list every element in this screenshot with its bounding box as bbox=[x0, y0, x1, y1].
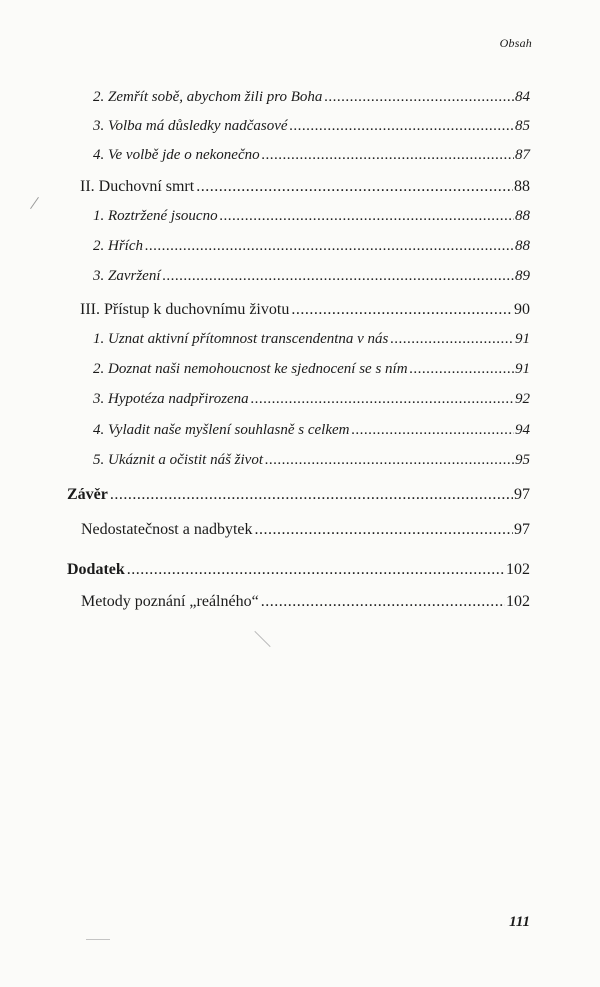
toc-entry bbox=[81, 521, 530, 539]
dot-leader bbox=[290, 118, 514, 135]
toc-entry-page: 95 bbox=[515, 452, 530, 468]
toc-entry bbox=[93, 422, 530, 439]
toc-entry-title: 4. Vyladit naše myšlení souhlasně s celkem bbox=[93, 422, 350, 438]
toc-entry bbox=[93, 147, 530, 164]
toc-entry-title: 5. Ukáznit a očistit náš život bbox=[93, 452, 263, 468]
toc-entry bbox=[67, 486, 530, 504]
toc-entry bbox=[81, 593, 530, 611]
toc-entry-page: 102 bbox=[506, 561, 530, 578]
dot-leader bbox=[410, 361, 514, 378]
running-header: Obsah bbox=[499, 36, 532, 50]
toc-entry-page: 91 bbox=[515, 331, 530, 347]
toc-entry bbox=[93, 238, 530, 255]
toc-entry bbox=[93, 118, 530, 135]
page-number: 111 bbox=[509, 914, 530, 930]
toc-entry-page: 85 bbox=[515, 118, 530, 134]
toc-entry bbox=[93, 391, 530, 408]
toc-entry-title: III. Přístup k duchovnímu životu bbox=[80, 301, 290, 318]
toc-entry bbox=[93, 361, 530, 378]
toc-entry-title: 3. Zavržení bbox=[93, 268, 161, 284]
toc-entry bbox=[93, 268, 530, 285]
toc-entry-title: 3. Hypotéza nadpřirozena bbox=[93, 391, 249, 407]
toc-entry-page: 88 bbox=[514, 178, 530, 195]
toc-entry bbox=[80, 301, 530, 319]
toc-entry bbox=[93, 208, 530, 225]
dot-leader bbox=[196, 178, 513, 196]
toc-entry-page: 97 bbox=[514, 521, 530, 538]
toc-entry bbox=[80, 178, 530, 196]
toc-entry-title: Dodatek bbox=[67, 561, 125, 578]
paper-speck bbox=[30, 197, 39, 209]
toc-entry-title: II. Duchovní smrt bbox=[80, 178, 195, 195]
dot-leader bbox=[220, 208, 514, 225]
dot-leader bbox=[390, 331, 514, 348]
paper-speck bbox=[254, 631, 270, 647]
toc-entry-page: 102 bbox=[506, 593, 530, 610]
dot-leader bbox=[261, 593, 505, 611]
dot-leader bbox=[251, 391, 514, 408]
toc-entry-title: 2. Hřích bbox=[93, 238, 143, 254]
toc-entry-title: 3. Volba má důsledky nadčasové bbox=[93, 118, 288, 134]
dot-leader bbox=[351, 422, 514, 439]
toc-entry-title: Nedostatečnost a nadbytek bbox=[81, 521, 253, 538]
dot-leader bbox=[163, 268, 515, 285]
toc-entry-title: 1. Uznat aktivní přítomnost transcendentna v nás bbox=[93, 331, 389, 347]
toc-entry-page: 88 bbox=[515, 238, 530, 254]
toc-entry-page: 89 bbox=[515, 268, 530, 284]
paper-speck bbox=[86, 939, 110, 940]
toc-entry-title: Závěr bbox=[67, 486, 108, 503]
toc-entry-title: 4. Ve volbě jde o nekonečno bbox=[93, 147, 260, 163]
toc-entry-title: 2. Zemřít sobě, abychom žili pro Boha bbox=[93, 89, 323, 105]
toc-entry bbox=[93, 331, 530, 348]
dot-leader bbox=[255, 521, 514, 539]
toc-entry bbox=[93, 89, 530, 106]
toc-entry-page: 90 bbox=[514, 301, 530, 318]
toc-entry-title: Metody poznání „reálného“ bbox=[81, 593, 259, 610]
toc-entry-page: 97 bbox=[514, 486, 530, 503]
dot-leader bbox=[145, 238, 514, 255]
dot-leader bbox=[265, 452, 514, 469]
toc-entry-title: 1. Roztržené jsoucno bbox=[93, 208, 218, 224]
toc-entry-page: 88 bbox=[515, 208, 530, 224]
toc-entry-page: 84 bbox=[515, 89, 530, 105]
dot-leader bbox=[127, 561, 505, 579]
toc-entry-page: 91 bbox=[515, 361, 530, 377]
dot-leader bbox=[291, 301, 513, 319]
toc-entry bbox=[67, 561, 530, 579]
dot-leader bbox=[262, 147, 514, 164]
toc-entry-page: 92 bbox=[515, 391, 530, 407]
dot-leader bbox=[324, 89, 514, 106]
toc-entry-page: 94 bbox=[515, 422, 530, 438]
dot-leader bbox=[110, 486, 513, 504]
toc-entry-title: 2. Doznat naši nemohoucnost ke sjednocení se s ním bbox=[93, 361, 408, 377]
toc-entry-page: 87 bbox=[515, 147, 530, 163]
toc-entry bbox=[93, 452, 530, 469]
